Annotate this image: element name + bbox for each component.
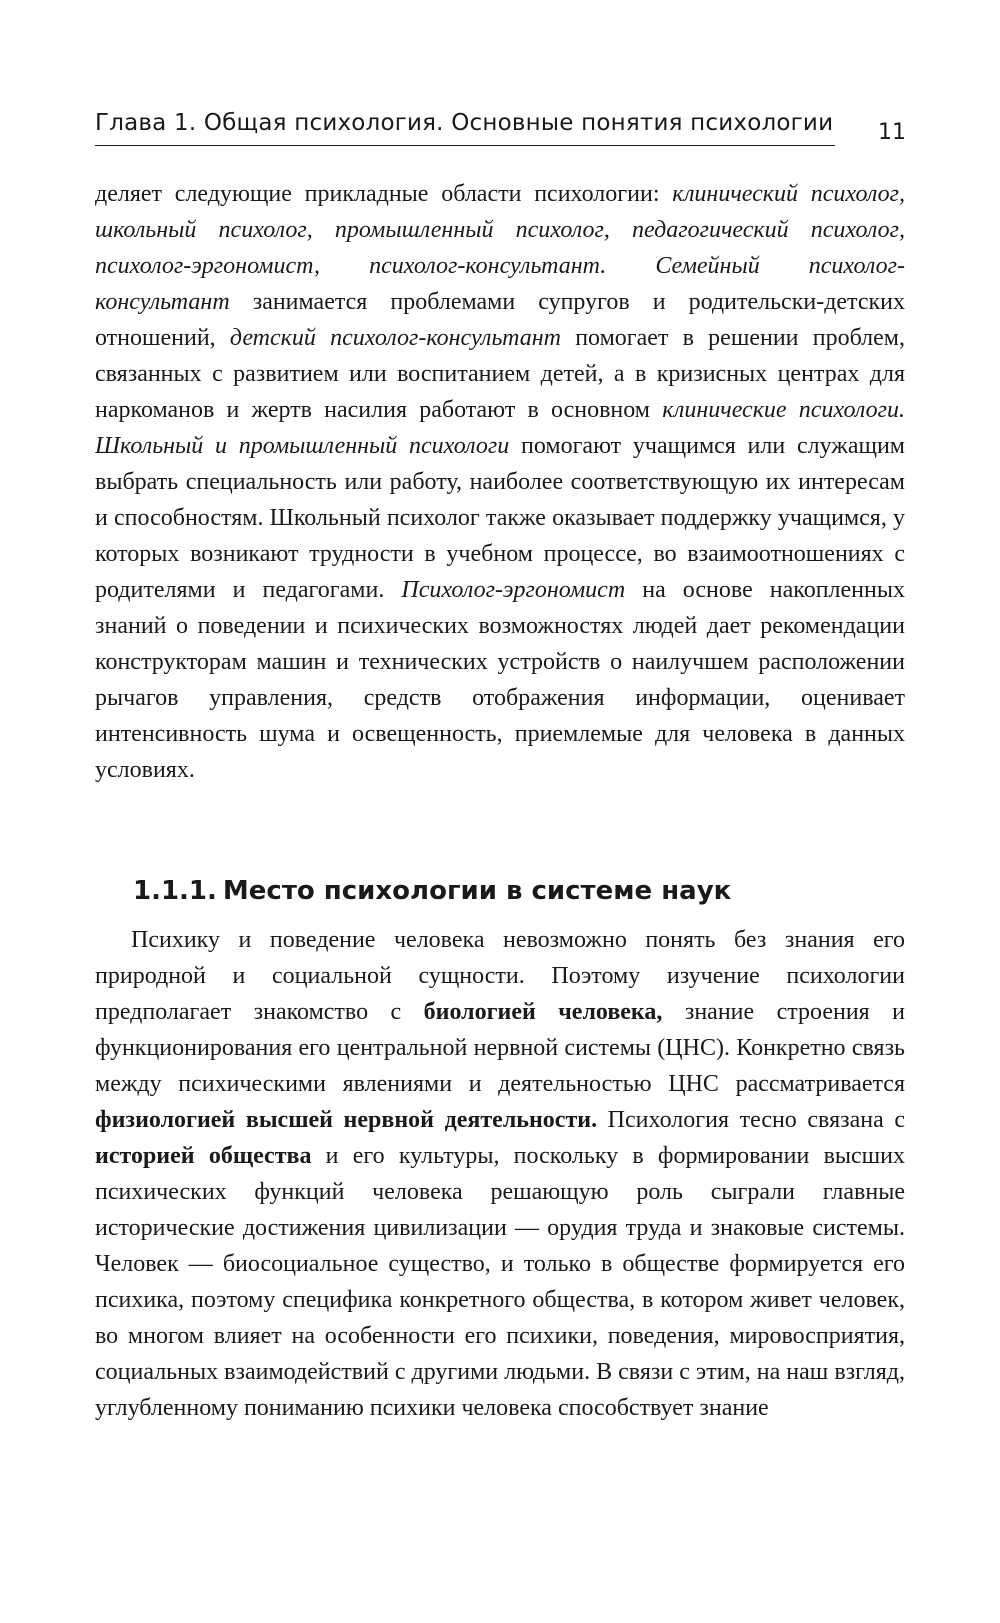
italic-term: клинический психолог, школьный психолог, промышленный психолог, педагогический психолог, психолог-эргономист, психолог-консультант. (95, 181, 905, 279)
text-run: помогает в решении проблем, связанных с развитием или воспитанием детей, а в кризисных центрах для наркоманов и жертв насилия работают в основном (95, 325, 905, 423)
bold-term: биологией человека, (423, 999, 663, 1025)
paragraph-text (95, 922, 905, 1426)
page-number: 11 (878, 120, 906, 145)
text-run: Психология тесно связана с (597, 1107, 905, 1133)
section-title: Место психологии в системе наук (222, 876, 732, 906)
running-head: Глава 1. Общая психология. Основные понятия психологии (95, 110, 834, 136)
text-run: Психику и поведение человека невозможно понять без знания его природной и социальной сущности. Поэтому изучение психологии предполагает знакомство с (95, 927, 905, 1025)
italic-term: детский психолог-консультант (229, 325, 561, 351)
italic-term: клинические психологи. Школьный и промышленный психологи (95, 397, 905, 459)
paragraph-text (95, 176, 905, 788)
text-run: занимается проблемами супругов и родительски-детских отношений, (95, 289, 905, 351)
bold-term: физиологией высшей нервной деятельности. (95, 1107, 598, 1133)
text-run: и его культуры, поскольку в формировании высших психических функций человека решающую роль сыграли главные исторические достижения цивилизации — орудия труда и знаковые системы. Человек — биосоциальное существо, и только в обществе формируется его психика, поэтому специфика конкретного общества, в котором живет человек, во многом влияет на особенности его психики, поведения, мировосприятия, социальных взаимодействий с другими людьми. В связи с этим, на наш взгляд, углубленному пониманию психики человека способствует знание (95, 1143, 905, 1421)
bold-term: историей общества (95, 1143, 312, 1169)
paragraph-psychology-sciences (95, 922, 905, 1426)
text-run: деляет следующие прикладные области психологии: (95, 181, 673, 207)
italic-term: Психолог-эргономист (401, 577, 626, 603)
text-run: на основе накопленных знаний о поведении и психических возможностях людей дает рекомендации конструкторам машин и технических устройств о наилучшем расположении рычагов управления, средств отображения информации, оценивает интенсивность шума и освещенность, приемлемые для человека в данных условиях. (95, 577, 905, 783)
section-heading (133, 873, 731, 909)
italic-term: Семейный психолог-консультант (95, 253, 905, 315)
section-number: 1.1.1. (133, 876, 217, 906)
text-run: знание строения и функционирования его центральной нервной системы (ЦНС). Конкретно связь между психическими явлениями и деятельностью ЦНС рассматривается (95, 999, 906, 1097)
text-run (606, 253, 655, 279)
header-rule (95, 145, 835, 146)
paragraph-applied-fields (95, 176, 905, 788)
text-run: помогают учащимся или служащим выбрать специальность или работу, наиболее соответствующую их интересам и способностям. Школьный психолог также оказывает поддержку учащимся, у которых возникают трудности в учебном процессе, во взаимоотношениях с родителями и педагогами. (95, 433, 905, 603)
